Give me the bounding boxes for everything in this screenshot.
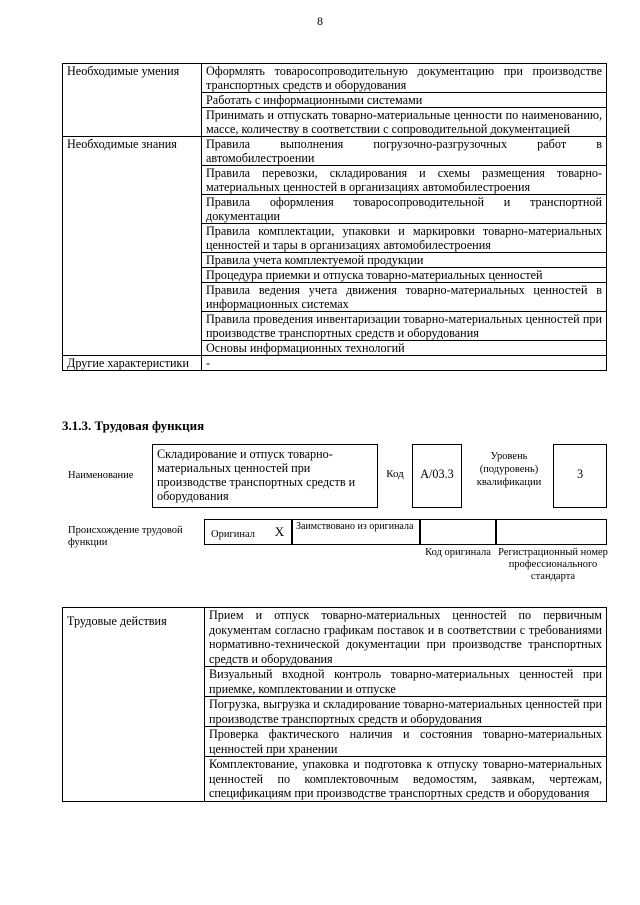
level-label: Уровень (подуровень) квалификации	[476, 451, 542, 488]
original-check-mark: X	[274, 524, 285, 539]
row-item: Принимать и отпускать товарно-материальные ценности по наименованию, массе, количеству в соответствии с сопроводительной документацией	[202, 108, 607, 137]
code-label-cell	[378, 444, 412, 508]
row-label: Другие характеристики	[63, 356, 202, 371]
level-value-box	[553, 444, 607, 508]
row-item: Прием и отпуск товарно-материальных ценностей по первичным документам согласно графикам поставок и в соответствии с требованиями нормативно-технической документации при производстве транспортных средств и оборудования	[205, 608, 607, 667]
row-item: -	[202, 356, 607, 371]
row-label: Необходимые знания	[63, 137, 202, 356]
row-item: Процедура приемки и отпуска товарно-материальных ценностей	[202, 268, 607, 283]
row-item: Правила комплектации, упаковки и маркировки товарно-материальных ценностей и тары в организациях автомобилестроения	[202, 224, 607, 253]
section-title: 3.1.3. Трудовая функция	[62, 418, 205, 433]
code-label: Код	[386, 468, 404, 480]
reg-number-caption: Регистрационный номер профессионального стандарта	[498, 547, 608, 582]
reg-number-box	[496, 519, 607, 545]
original-label: Оригинал	[211, 529, 255, 540]
row-item: Основы информационных технологий	[202, 341, 607, 356]
row-item: Погрузка, выгрузка и складирование товарно-материальных ценностей при производстве транспортных средств и оборудования	[205, 697, 607, 727]
borrowed-label: Заимствовано из оригинала	[296, 521, 414, 532]
row-label: Необходимые умения	[63, 64, 202, 137]
row-label: Трудовые действия	[63, 608, 205, 802]
row-item: Оформлять товаросопроводительную документацию при производстве транспортных средств и оборудования	[202, 64, 607, 93]
original-mark-cell	[268, 519, 292, 545]
borrowed-cell	[292, 519, 420, 545]
function-name-value: Складирование и отпуск товарно-материальных ценностей при производстве транспортных средств и оборудования	[157, 447, 356, 503]
row-item: Правила перевозки, складирования и схемы размещения товарно-материальных ценностей в организациях автомобилестроения	[202, 166, 607, 195]
code-original-caption: Код оригинала	[425, 547, 491, 558]
table-row	[63, 64, 607, 93]
labor-actions-table	[62, 607, 607, 802]
row-item: Проверка фактического наличия и состояния товарно-материальных ценностей при хранении	[205, 727, 607, 757]
row-item: Правила оформления товаросопроводительной и транспортной документации	[202, 195, 607, 224]
requirements-table	[62, 63, 607, 371]
row-item: Правила учета комплектуемой продукции	[202, 253, 607, 268]
function-name-box	[152, 444, 378, 508]
table-row	[63, 608, 607, 667]
level-value: 3	[576, 467, 584, 481]
table-row	[63, 137, 607, 166]
row-item: Правила проведения инвентаризации товарно-материальных ценностей при производстве транспортных средств и оборудования	[202, 312, 607, 341]
row-item: Правила выполнения погрузочно-разгрузочных работ в автомобилестроении	[202, 137, 607, 166]
row-item: Работать с информационными системами	[202, 93, 607, 108]
code-value-box	[412, 444, 462, 508]
row-item: Визуальный входной контроль товарно-материальных ценностей при приемке, комплектовании и отпуске	[205, 667, 607, 697]
row-item: Комплектование, упаковка и подготовка к отпуску товарно-материальных ценностей по комплектовочным ведомостям, заявкам, чертежам, спецификациям при производстве транспортных средств и оборудования	[205, 757, 607, 802]
row-item: Правила ведения учета движения товарно-материальных ценностей в информационных системах	[202, 283, 607, 312]
code-value: А/03.3	[420, 467, 454, 481]
level-label-cell	[468, 450, 550, 500]
code-original-box	[420, 519, 496, 545]
origin-label: Происхождение трудовой функции	[68, 525, 183, 548]
page-number: 8	[317, 14, 323, 28]
name-label: Наименование	[68, 470, 134, 481]
table-row	[63, 356, 607, 371]
original-cell	[204, 519, 268, 545]
